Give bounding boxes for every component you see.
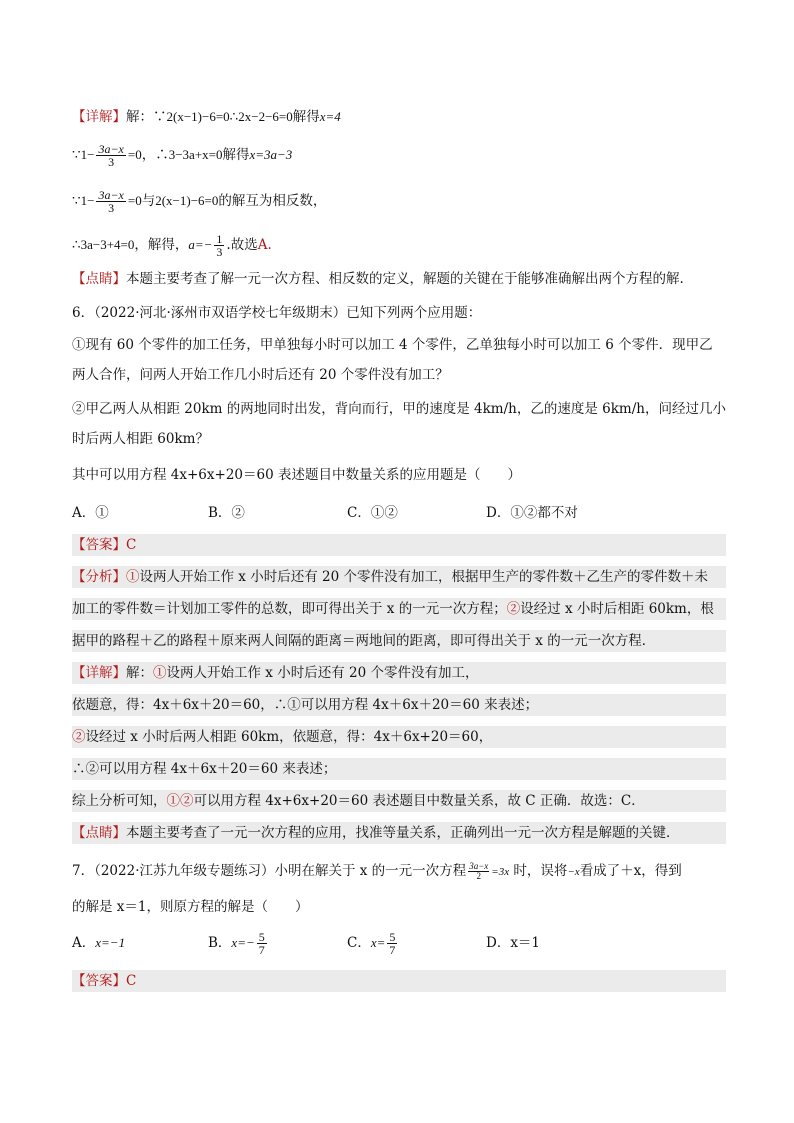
comment-tag: 【点睛】 — [72, 825, 126, 841]
q6-problem-1-line-2: 两人合作，问两人开始工作几小时后还有 20 个零件没有加工？ — [72, 367, 449, 383]
q5-detail-line-1: 【详解】解：∵2(x−1)−6=0∴2x−2−6=0解得x=4 — [72, 109, 341, 125]
q6-stem: 6．（2022·河北·涿州市双语学校七年级期末）已知下列两个应用题： — [72, 305, 482, 321]
option-a: A．x=−1 — [72, 935, 126, 951]
fraction: $\frac{3a-x}{3}$ — [98, 188, 124, 215]
option-d: D．x＝1 — [486, 935, 541, 951]
q5-detail-line-4: ∴3a−3+4=0，解得，a=− $\frac{1}{3}$ .故选A. — [72, 232, 272, 259]
equation: 2(x−1)−6=0 — [166, 109, 230, 124]
q5-detail-line-2: ∵1− $\frac{3a-x}{3}$ =0，∴3−3a+x=0解得x=3a−3 — [72, 142, 293, 169]
q6-comment: 【点睛】本题主要考查了一元一次方程的应用，找准等量关系，正确列出一元一次方程是解题的关键． — [72, 822, 726, 844]
q6-detail-line-2: 依题意，得：4x＋6x＋20＝60，∴①可以用方程 4x＋6x＋20＝60 来表述； — [72, 694, 726, 716]
q6-analysis-line-3: 据甲的路程＋乙的路程＋原来两人间隔的距离＝两地间的距离，即可得出关于 x 的一元一次方程． — [72, 630, 726, 652]
fraction: $\frac{3a-x}{2}$ — [469, 861, 489, 881]
q6-analysis-line-2: 加工的零件数＝计划加工零件的总数，即可得出关于 x 的一元一次方程；②设经过 x 小时后相距 60km，根 — [72, 598, 726, 620]
fraction: $\frac{5}{7}$ — [258, 930, 265, 957]
equation: 2x−2−6=0 — [238, 109, 293, 124]
q7-options — [72, 928, 726, 962]
answer-choice: A. — [257, 237, 272, 253]
option-c: C．①② — [347, 505, 398, 521]
answer-tag: 【答案】 — [72, 537, 126, 553]
q6-answer — [72, 534, 726, 556]
option-c: C．x= $\frac{5}{7}$ — [347, 930, 396, 957]
fraction: $\frac{3a-x}{3}$ — [98, 142, 124, 169]
comment-tag: 【点睛】 — [72, 271, 126, 287]
q6-detail-line-5: 综上分析可知，①②可以用方程 4x+6x+20＝60 表述题目中数量关系，故 C 正确．故选：C． — [72, 790, 726, 812]
q5-detail-line-3: ∵1− $\frac{3a-x}{3}$ =0与2(x−1)−6=0的解互为相反数， — [72, 188, 327, 215]
equation: 3a−3+4=0 — [80, 237, 135, 252]
option-b: B．② — [208, 505, 245, 521]
q6-question: 其中可以用方程 4x+6x+20＝60 表述题目中数量关系的应用题是（ ） — [72, 467, 521, 483]
detail-tag: 【详解】 — [72, 109, 126, 125]
equation: x=4 — [319, 109, 341, 124]
q6-problem-1-line-1: ①现有 60 个零件的加工任务，甲单独每小时可以加工 4 个零件，乙单独每小时可以加工 6 个零件．现甲乙 — [72, 337, 713, 353]
q6-detail-line-3: ②设经过 x 小时后两人相距 60km，依题意，得：4x＋6x+20＝60， — [72, 726, 726, 748]
option-d: D．①②都不对 — [486, 505, 578, 521]
q7-answer — [72, 970, 726, 992]
fraction: $\frac{1}{3}$ — [216, 232, 223, 259]
answer-value: C — [126, 973, 137, 989]
answer-value: C — [126, 537, 137, 553]
equation: 3−3a+x=0 — [168, 147, 223, 162]
detail-tag: 【详解】 — [72, 665, 126, 681]
option-a: A．① — [72, 505, 109, 521]
q6-detail-line-1: 【详解】解：①设两人开始工作 x 小时后还有 20 个零件没有加工， — [72, 662, 726, 684]
q5-comment: 【点睛】本题主要考查了解一元一次方程、相反数的定义，解题的关键在于能够准确解出两个方程的解. — [72, 271, 684, 287]
q7-stem-line-1: 7．（2022·江苏九年级专题练习）小明在解关于 x 的一元一次方程 $\frac{3a-x}{2}$ =3x 时，误将−x看成了＋x，得到 — [72, 861, 682, 881]
answer-tag: 【答案】 — [72, 973, 126, 989]
analysis-tag: 【分析】 — [72, 569, 126, 585]
option-b: B．x=− $\frac{5}{7}$ — [208, 930, 265, 957]
equation: 2(x−1)−6=0 — [155, 193, 219, 208]
q6-analysis-line-1: 【分析】①设两人开始工作 x 小时后还有 20 个零件没有加工，根据甲生产的零件数＋乙生产的零件数＋未 — [72, 566, 726, 588]
q7-stem-line-2: 的解是 x＝1，则原方程的解是（ ） — [72, 899, 309, 915]
q6-detail-line-4: ∴②可以用方程 4x＋6x＋20＝60 来表述； — [72, 758, 726, 780]
q6-problem-2-line-1: ②甲乙两人从相距 20km 的两地同时出发，背向而行，甲的速度是 4km/h，乙的速度是 6km/h，问经过几小 — [72, 401, 726, 417]
equation: x=3a−3 — [249, 147, 293, 162]
q6-problem-2-line-2: 时后两人相距 60km？ — [72, 431, 209, 447]
fraction: $\frac{5}{7}$ — [389, 930, 396, 957]
